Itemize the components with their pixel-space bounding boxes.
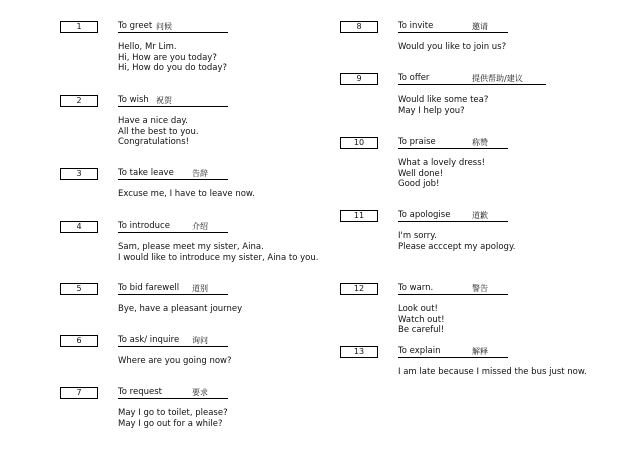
item-examples: What a lovely dress! Well done! Good job!	[398, 158, 486, 189]
item-title: To wish 祝贺	[118, 95, 228, 107]
item-title: To introduce 介绍	[118, 221, 228, 233]
item-title: To praise 称赞	[398, 137, 508, 149]
item-examples: Where are you going now?	[118, 356, 232, 366]
item-number: 1	[60, 21, 98, 33]
item-number: 9	[340, 73, 378, 85]
item-examples: Would like some tea? May I help you?	[398, 95, 489, 116]
item-examples: Excuse me, I have to leave now.	[118, 189, 255, 199]
item-examples: I am late because I missed the bus just now.	[398, 367, 587, 377]
item-title: To invite 邀请	[398, 21, 508, 33]
item-examples: I'm sorry. Please acccept my apology.	[398, 231, 516, 252]
item-number: 3	[60, 168, 98, 180]
item-title: To bid farewell 道别	[118, 283, 228, 295]
item-number: 5	[60, 283, 98, 295]
item-title: To request 要求	[118, 387, 228, 399]
item-number: 10	[340, 137, 378, 149]
item-title: To greet 问候	[118, 21, 228, 33]
item-examples: Have a nice day. All the best to you. Congratulations!	[118, 116, 199, 147]
item-number: 12	[340, 283, 378, 295]
item-examples: Bye, have a pleasant journey	[118, 304, 243, 314]
item-examples: Hello, Mr Lim. Hi, How are you today? Hi, How do you do today?	[118, 42, 227, 73]
item-title: To explain 解释	[398, 346, 508, 358]
item-number: 7	[60, 387, 98, 399]
item-number: 4	[60, 221, 98, 233]
item-title: To take leave 告辞	[118, 168, 228, 180]
item-number: 11	[340, 210, 378, 222]
item-examples: Look out! Watch out! Be careful!	[398, 304, 445, 335]
item-examples: May I go to toilet, please? May I go out for a while?	[118, 408, 228, 429]
item-title: To offer 提供帮助/建议	[398, 73, 546, 85]
item-title: To warn. 警告	[398, 283, 508, 295]
item-title: To ask/ inquire 询问	[118, 335, 228, 347]
item-number: 13	[340, 346, 378, 358]
item-title: To apologise 道歉	[398, 210, 508, 222]
item-examples: Would you like to join us?	[398, 42, 507, 52]
item-number: 6	[60, 335, 98, 347]
item-number: 8	[340, 21, 378, 33]
item-number: 2	[60, 95, 98, 107]
item-examples: Sam, please meet my sister, Aina. I would like to introduce my sister, Aina to you.	[118, 242, 319, 263]
